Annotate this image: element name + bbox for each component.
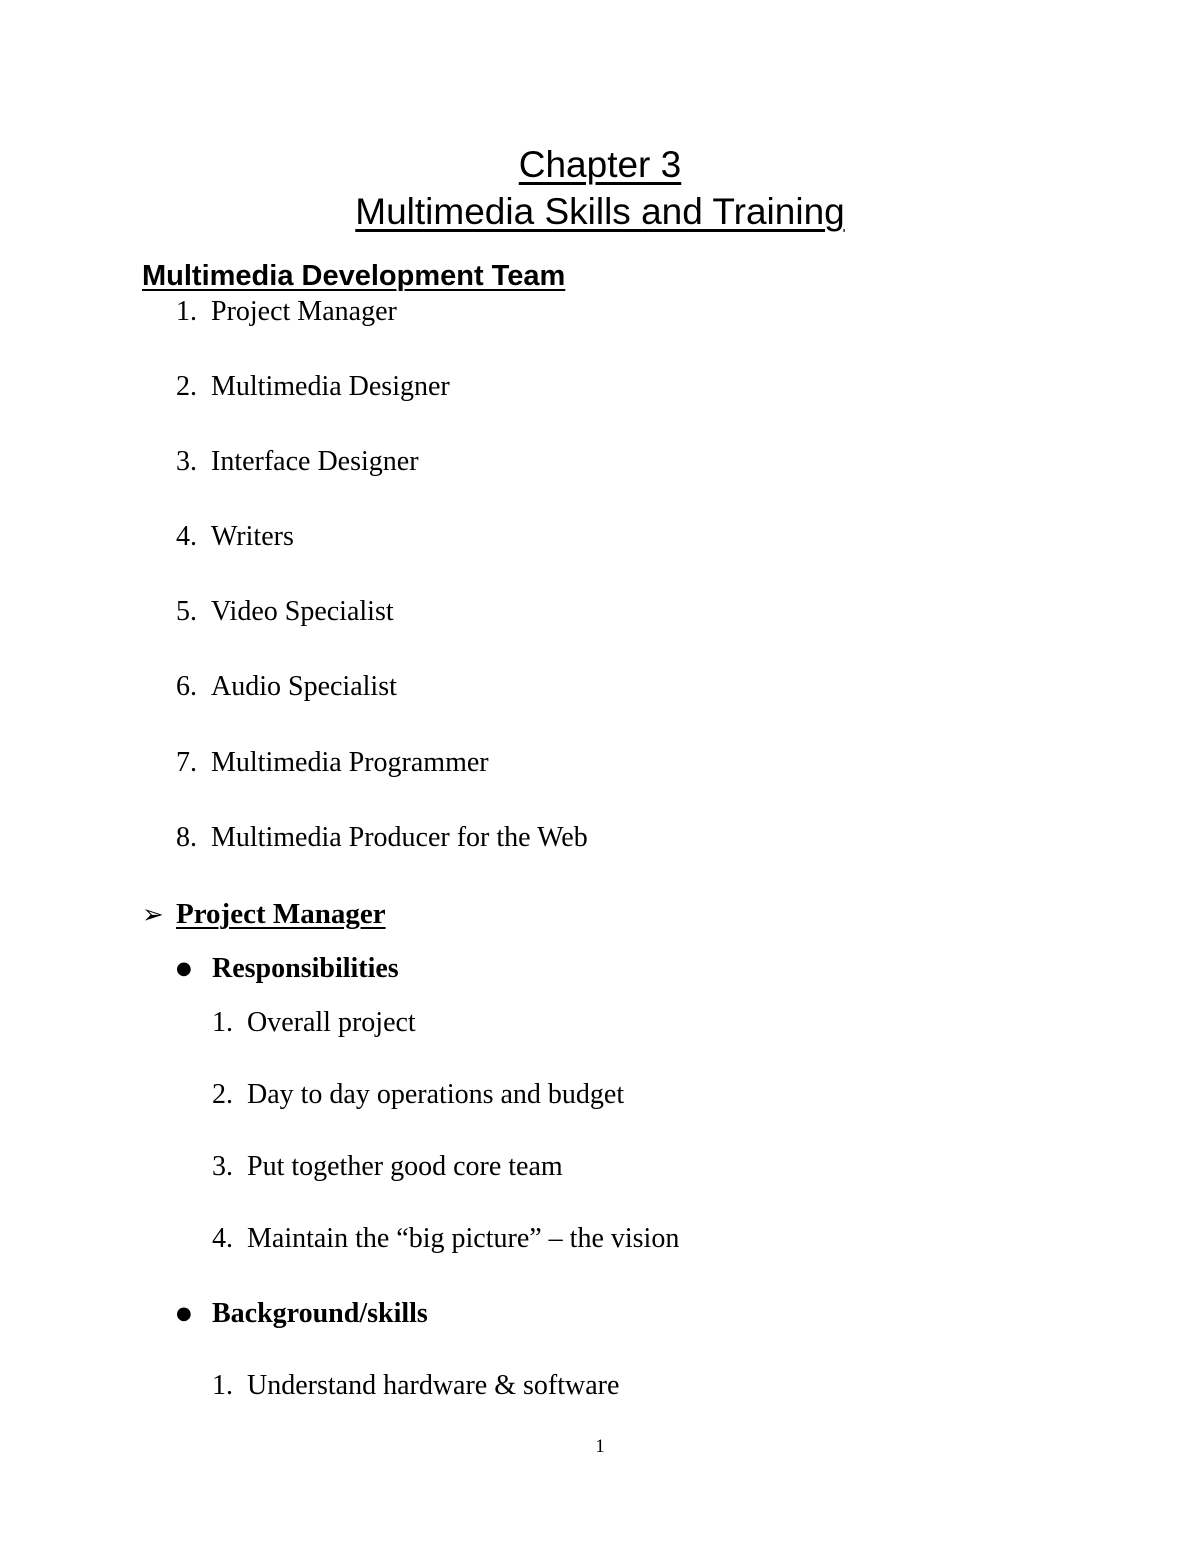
arrowhead-bullet-icon: ➢	[142, 900, 164, 930]
list-item: 4. Writers	[176, 521, 294, 552]
list-item: 8. Multimedia Producer for the Web	[176, 822, 588, 853]
list-item: 5. Video Specialist	[176, 596, 394, 627]
chapter-title: Chapter 3	[518, 144, 682, 185]
list-item: 1. Overall project	[212, 1007, 416, 1038]
list-item: 3. Put together good core team	[212, 1151, 563, 1182]
list-item: 7. Multimedia Programmer	[176, 747, 489, 778]
team-heading: Multimedia Development Team	[142, 260, 566, 292]
list-item: 3. Interface Designer	[176, 446, 419, 477]
list-item: 2. Day to day operations and budget	[212, 1079, 625, 1110]
pm-section-heading: ➢ Project Manager	[142, 895, 386, 934]
list-item: 4. Maintain the “big picture” – the vision	[212, 1223, 680, 1254]
list-item: 2. Multimedia Designer	[176, 371, 450, 402]
background-skills-heading: ● Background/skills	[176, 1296, 428, 1332]
responsibilities-heading: ● Responsibilities	[176, 951, 399, 987]
list-item: 6. Audio Specialist	[176, 671, 397, 702]
page-number: 1	[595, 1436, 605, 1457]
list-item: 1. Understand hardware & software	[212, 1370, 620, 1401]
bullet-icon: ●	[176, 1303, 192, 1324]
bullet-icon: ●	[176, 958, 192, 979]
chapter-subtitle: Multimedia Skills and Training	[355, 191, 845, 232]
list-item: 1. Project Manager	[176, 296, 397, 327]
